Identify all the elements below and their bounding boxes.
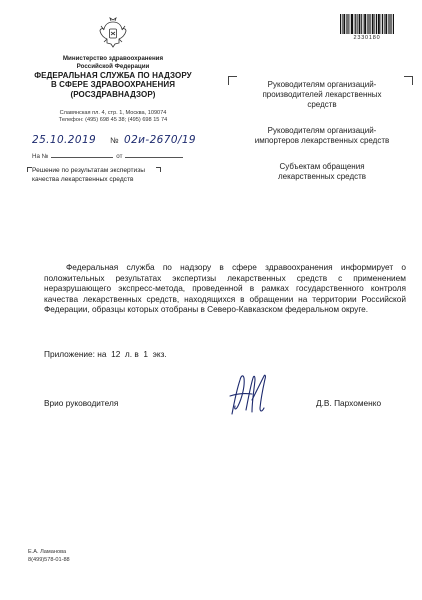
barcode-icon <box>340 14 394 34</box>
number-symbol: № <box>110 136 119 145</box>
addressee-bracket-right <box>404 76 413 85</box>
service-name: ФЕДЕРАЛЬНАЯ СЛУЖБА ПО НАДЗОРУ В СФЕРЕ ЗДРАВООХРАНЕНИЯ (РОСЗДРАВНАДЗОР) <box>34 71 192 99</box>
addressee-manufacturers: Руководителям организаций- производителей лекарственных средств <box>262 80 382 109</box>
addressee-bracket-left <box>228 76 237 85</box>
executor-phone: 8(499)578-01-88 <box>28 556 70 563</box>
letter-body: Федеральная служба по надзору в сфере здравоохранения информирует о положительных результатах экспертизы лекарственных средств с применением неразрушающего экспресс-метода, проведенной в рамках государственного контроля качества лекарственных средств, находящихся в обращении на территории Российской Федерации, образцы которых отобраны в Северо-Кавказском федеральном округе. <box>44 262 406 315</box>
attachment-note: Приложение: на 12 л. в 1 экз. <box>44 349 167 359</box>
signer-name: Д.В. Пархоменко <box>316 398 382 408</box>
ministry-name: Министерство здравоохранения Российской Федерации <box>62 55 164 70</box>
barcode-number: 2330180 <box>353 35 381 41</box>
addressee-subjects: Субъектам обращения лекарственных средств <box>277 162 367 181</box>
signer-role: Врио руководителя <box>44 398 119 408</box>
executor-info <box>28 549 70 565</box>
executor-name: Е.А. Ламанова <box>28 549 67 555</box>
registration-date: 25.10.2019 <box>32 134 97 146</box>
reference-line: На № от <box>32 151 186 160</box>
document-subject: Решение по результатам экспертизы качества лекарственных средств <box>32 167 145 183</box>
registration-number: 02и-2670/19 <box>124 134 196 146</box>
handwritten-signature <box>226 370 270 420</box>
service-address: Славянская пл. 4, стр. 1, Москва, 109074 Телефон: (495) 698 45 38; (495) 698 15 74 <box>58 110 168 124</box>
addressee-importers: Руководителям организаций- импортеров лекарственных средств <box>254 126 390 145</box>
subject-bracket-right <box>156 167 161 172</box>
coat-of-arms-icon <box>98 16 128 50</box>
